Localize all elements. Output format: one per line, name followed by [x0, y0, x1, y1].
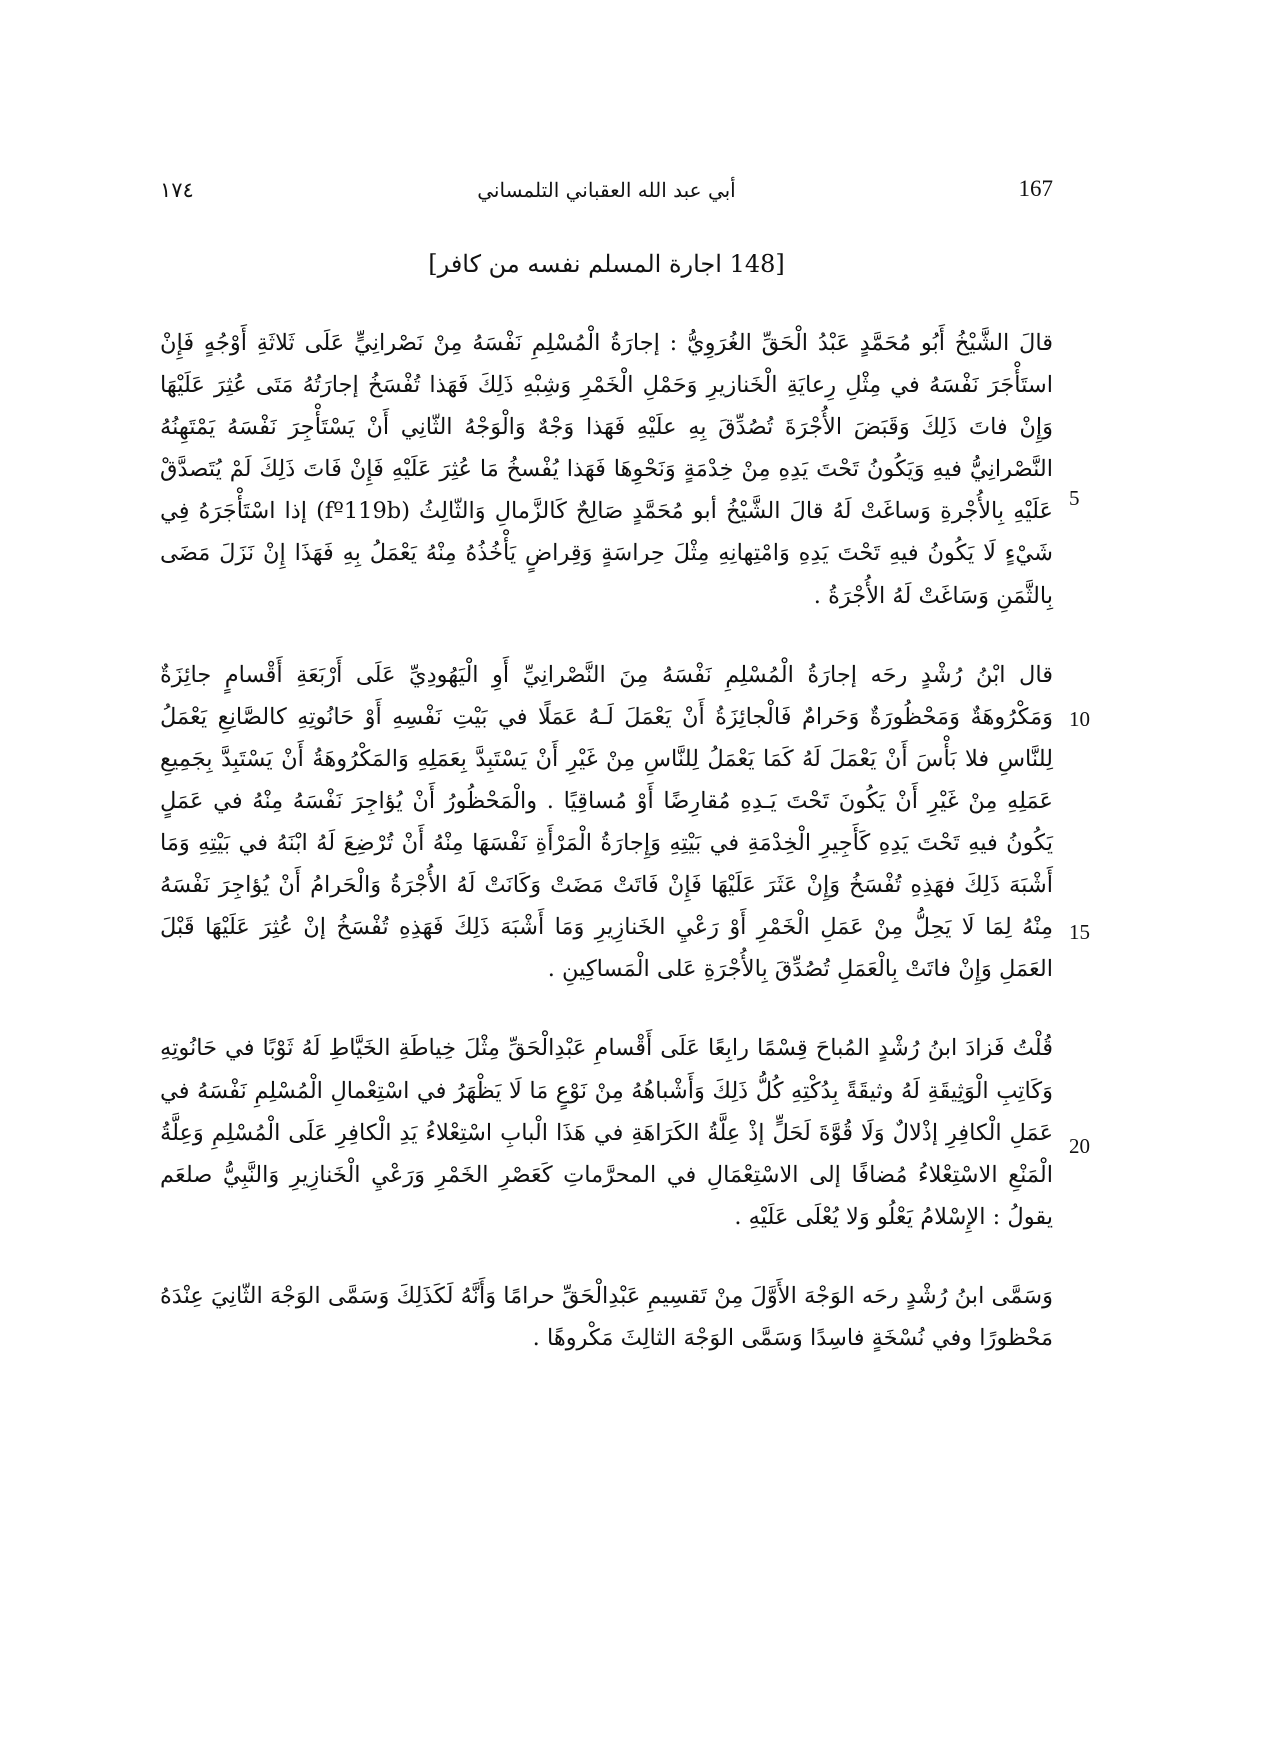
paragraph-1: قالَ الشَّيْخُ أَبُو مُحَمَّدٍ عَبْدُ الْحَقِّ الغُرَوِيُّ : إجارَةُ الْمُسْلِمِ نَفْسَهُ مِنْ نَصْرانِيٍّ عَلَى ثَلاثَةِ أَوْجُهٍ فَإِنْ استَأْجَرَ نَفْسَهُ في مِثْلِ رِعايَةِ الْخَنازيرِ وَحَمْلِ الْخَمْرِ وَشِبْهِ ذَلِكَ فَهَذا تُفْسَخُ إجارَتُهُ مَتَى عُثِرَ عَلَيْهَا وَإِنْ فاتَ ذَلِكَ وَقَبَضَ الأُجْرَةَ تُصُدِّقَ بِهِ علَيْهِ فَهَذا وَجْهٌ وَالْوَجْهُ الثّانِي أَنْ يَسْتَأْجِرَ نَفْسَهُ يَمْتَهِنُهُ النَّصْرانِيُّ فيهِ وَيَكُونُ تَحْتَ يَدِهِ مِنْ خِدْمَةٍ وَنَحْوِهَا فَهَذا يُفْسخُ مَا عُثِرَ عَلَيْهِ فَإِنْ فَاتَ ذَلِكَ لَمْ يُتَصدَّقْ عَلَيْهِ بِالأُجْرةِ وَساغَتْ لَهُ قالَ الشَّيْخُ أبو مُحَمَّدٍ صَالِحٌ كَالزَّمالِ وَالثّالِثُ (fº119b) إذا اسْتَأْجَرَهُ فِي شَيْءٍ لَا يَكُونُ فيهِ تَحْتَ يَدِهِ وَامْتِهانِهِ مِثْلَ حِراسَةٍ وَقِراضٍ يَأْخُذُهُ مِنْهُ يَعْمَلُ بِهِ فَهَذَا إِنْ نَزَلَ مَضَى بِالثَّمَنِ وَسَاغَتْ لَهُ الأُجْرَةُ .	[160, 330, 1053, 609]
paragraph-4: وَسَمَّى ابنُ رُشْدٍ رحَه الوَجْهَ الأَوَّلَ مِنْ تَقسِيمِ عَبْدِالْحَقِّ حرامًا وَأَنَّهُ لَكَذَلِكَ وَسَمَّى الوَجْهَ الثّانِيَ عِنْدَهُ مَحْظورًا وفي نُسْخَةٍ فاسِدًا وَسَمَّى الوَجْهَ الثالِثَ مَكْروهًا .	[160, 1282, 1053, 1351]
line-number-5: 5	[1069, 486, 1080, 510]
paragraph-3: قُلْتُ فَزادَ ابنُ رُشْدٍ المُباحَ قِسْمًا رابِعًا عَلَى أَقْسامِ عَبْدِالْحَقِّ مِثْلَ خِياطَةِ الخَيَّاطِ لَهُ ثَوْبًا في حَانُوتِهِ وَكَاتِبِ الْوَثِيقَةِ لَهُ وثيقَةً بِدُكْتِهِ كُلُّ ذَلِكَ وَأَشْباهُهُ مِنْ نَوْعٍ مَا لَا يَظْهَرُ في اسْتِعْمالِ الْمُسْلِمِ نَفْسَهُ في عَمَلِ الْكافِرِ إذْلالٌ وَلَا قُوَّةَ لَحَلٍّ إذْ عِلَّةُ الكَرَاهَةِ في هَذَا الْبابِ اسْتِعْلاءُ يَدِ الْكافِرِ عَلَى الْمُسْلِمِ وَعِلَّةُ الْمَنْعِ الاسْتِعْلاءُ مُضافًا إلى الاسْتِعْمَالِ في المحرَّماتِ كَعَصْرِ الخَمْرِ وَرَعْيِ الْخَنازِيرِ وَالنَّبِيُّ صلعَم يقولُ : الإِسْلامُ يَعْلُو وَلا يُعْلَى عَلَيْهِ .	[160, 1035, 1053, 1230]
body-text	[160, 322, 1053, 1359]
line-number-10: 10	[1069, 707, 1090, 731]
paragraph-2: قال ابْنُ رُشْدٍ رحَه إجارَةُ الْمُسْلِمِ نَفْسَهُ مِنَ النَّصْرانِيِّ أَوِ الْيَهُودِيِّ عَلَى أَرْبَعَةِ أَقْسامٍ جائِزَةٌ وَمَكْرُوهَةٌ وَمَحْظُورَةٌ وَحَرامٌ فَالْجائِزَةُ أَنْ يَعْمَلَ لَـهُ عَمَلًا في بَيْتِ نَفْسِهِ أَوْ حَانُوتِهِ كالصَّانِعِ يَعْمَلُ لِلنَّاسِ فلا بَأْسَ أَنْ يَعْمَلَ لَهُ كَمَا يَعْمَلُ لِلنَّاسِ مِنْ غَيْرِ أَنْ يَسْتَبِدَّ بِعَمَلِهِ وَالمَكْرُوهَةُ أَنْ يَسْتَبِدَّ بِجَمِيعِ عَمَلِهِ مِنْ غَيْرِ أَنْ يَكُونَ تَحْتَ يَـدِهِ مُقارِضًا أَوْ مُساقِيًا . والْمَحْظُورُ أَنْ يُؤاجِرَ نَفْسَهُ مِنْهُ في عَمَلٍ يَكُونُ فيهِ تَحْتَ يَدِهِ كَأَجِيرِ الْخِدْمَةِ في بَيْتِهِ وَإِجارَةُ الْمَرْأَةِ نَفْسَهَا مِنْهُ أَنْ تُرْضِعَ لَهُ ابْنَهُ في بَيْتِهِ وَمَا أَشْبَهَ ذَلِكَ فهَذِهِ تُفْسَخُ وَإِنْ عَثَرَ عَلَيْهَا فَإِنْ فَاتَتْ مَضَتْ وَكَانَتْ لَهُ الأُجْرَةُ وَالْحَرامُ أَنْ يُؤاجِرَ نَفْسَهُ مِنْهُ لِمَا لَا يَحِلُّ مِنْ عَمَلِ الْخَمْرِ أَوْ رَعْيِ الخَنازِيرِ وَمَا أَشْبَهَ ذَلِكَ فَهَذِهِ تُفْسَخُ إنْ عُثِرَ عَلَيْهَا قَبْلَ العَمَلِ وَإِنْ فاتَتْ بِالْعَمَلِ تُصُدِّقَ بِالأُجْرَةِ عَلى الْمَساكِينِ .	[160, 661, 1053, 983]
running-title: أبي عبد الله العقباني التلمساني	[477, 178, 736, 202]
section-title: [148 اجارة المسلم نفسه من كافر]	[428, 250, 785, 278]
arabic-page-number: ١٧٤	[160, 178, 194, 202]
line-number-15: 15	[1069, 920, 1090, 944]
line-number-20: 20	[1069, 1134, 1090, 1158]
page-header	[160, 172, 1053, 212]
latin-page-number: 167	[1018, 176, 1053, 201]
